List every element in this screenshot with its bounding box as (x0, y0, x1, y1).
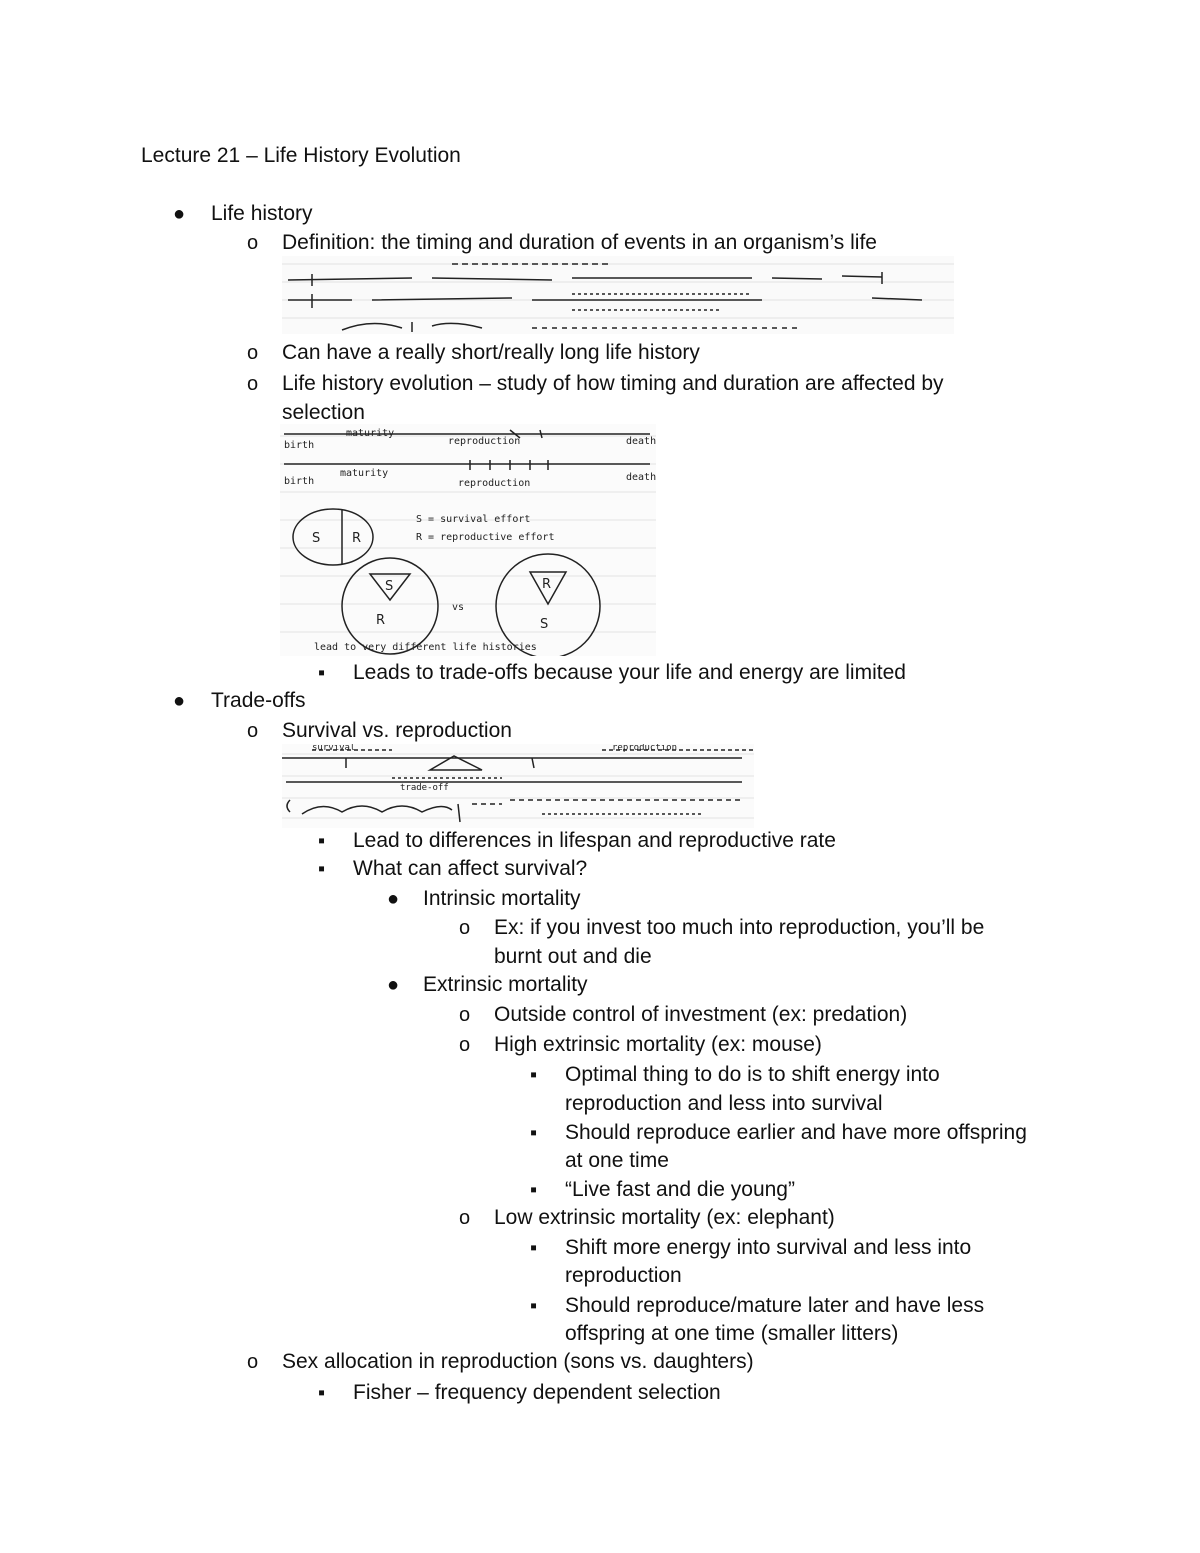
sketch-label-birth-2: birth (284, 476, 315, 487)
low-extrinsic-line: Low extrinsic mortality (ex: elephant) (494, 1206, 835, 1229)
sketch-label-maturity: maturity (346, 428, 395, 439)
high-extrinsic-line: High extrinsic mortality (ex: mouse) (494, 1033, 822, 1056)
sketch-label-reproduction: reproduction (448, 436, 521, 447)
sketch-caption: lead to very different life histories (314, 642, 537, 653)
sketch-label-birth: birth (284, 440, 315, 451)
bullet-circle-icon: o (459, 1034, 471, 1056)
reproduce-later-line-cont: offspring at one time (smaller litters) (565, 1322, 899, 1345)
sketch-label-reproduction-2: reproduction (458, 478, 531, 489)
bullet-dot-icon: ● (387, 888, 400, 910)
bullet-circle-icon: o (247, 720, 259, 742)
sketch-pie-b-r: R (542, 577, 552, 592)
optimal-line: Optimal thing to do is to shift energy into (565, 1063, 940, 1086)
trade-offs-lead-line: Leads to trade-offs because your life and energy are limited (353, 661, 906, 684)
outside-control-line: Outside control of investment (ex: predation) (494, 1003, 908, 1026)
bullet-square-icon: ▪ (530, 1122, 538, 1144)
tradeoff-label-reproduction: reproduction (612, 744, 678, 753)
sketch-label-death-2: death (626, 472, 656, 483)
bullet-circle-icon: o (459, 1004, 471, 1026)
tradeoff-sketch (282, 744, 754, 828)
sketch-label-death: death (626, 436, 656, 447)
reproduce-earlier-line-cont: at one time (565, 1149, 669, 1172)
shift-survival-line-cont: reproduction (565, 1264, 682, 1287)
tradeoff-label-mid: trade-off (400, 783, 449, 793)
bullet-circle-icon: o (247, 342, 259, 364)
sketch-legend-reproductive: R = reproductive effort (416, 532, 555, 543)
intrinsic-mortality: Intrinsic mortality (423, 887, 581, 910)
bullet-square-icon: ▪ (318, 1382, 326, 1404)
extrinsic-mortality: Extrinsic mortality (423, 973, 588, 996)
live-fast-line: “Live fast and die young” (565, 1178, 795, 1201)
bullet-square-icon: ▪ (318, 662, 326, 684)
intrinsic-example-cont: burnt out and die (494, 945, 652, 968)
bullet-circle-icon: o (247, 232, 259, 254)
sketch-vs: vs (452, 602, 465, 613)
lifespan-line: Lead to differences in lifespan and reproductive rate (353, 829, 836, 852)
bullet-circle-icon: o (459, 917, 471, 939)
bullet-square-icon: ▪ (318, 858, 326, 880)
heading-trade-offs: Trade-offs (211, 689, 306, 712)
bullet-square-icon: ▪ (318, 830, 326, 852)
bullet-square-icon: ▪ (530, 1179, 538, 1201)
tradeoff-label-survival: survival (312, 744, 356, 753)
reproduce-later-line: Should reproduce/mature later and have less (565, 1294, 985, 1317)
bullet-circle-icon: o (247, 1351, 259, 1373)
bullet-square-icon: ▪ (530, 1237, 538, 1259)
bullet-dot-icon: ● (387, 974, 400, 996)
timeline-sketch (282, 256, 954, 334)
shift-survival-line: Shift more energy into survival and less into (565, 1236, 972, 1259)
life-history-evolution-line: Life history evolution – study of how timing and duration are affected by (282, 372, 944, 395)
sketch-pie-b-s: S (540, 617, 549, 632)
fisher-line: Fisher – frequency dependent selection (353, 1381, 721, 1404)
sketch-circle-s: S (312, 531, 321, 546)
bullet-dot-icon: ● (173, 203, 186, 225)
short-long-line: Can have a really short/really long life history (282, 341, 700, 364)
sketch-label-maturity-2: maturity (340, 468, 389, 479)
sketch-pie-a-r: R (376, 613, 386, 628)
bullet-square-icon: ▪ (530, 1295, 538, 1317)
life-history-sketch (280, 424, 656, 656)
sketch-legend-survival: S = survival effort (416, 514, 531, 525)
bullet-dot-icon: ● (173, 690, 186, 712)
heading-life-history: Life history (211, 202, 313, 225)
affect-survival-line: What can affect survival? (353, 857, 588, 880)
page-title: Lecture 21 – Life History Evolution (141, 144, 461, 167)
sketch-circle-r: R (352, 531, 362, 546)
bullet-circle-icon: o (247, 373, 259, 395)
optimal-line-cont: reproduction and less into survival (565, 1092, 883, 1115)
bullet-square-icon: ▪ (530, 1064, 538, 1086)
definition-line: Definition: the timing and duration of events in an organism’s life (282, 231, 877, 254)
intrinsic-example: Ex: if you invest too much into reproduction, you’ll be (494, 916, 985, 939)
survival-vs-reproduction: Survival vs. reproduction (282, 719, 512, 742)
life-history-evolution-line-cont: selection (282, 401, 365, 424)
bullet-circle-icon: o (459, 1207, 471, 1229)
reproduce-earlier-line: Should reproduce earlier and have more offspring (565, 1121, 1027, 1144)
sex-allocation-line: Sex allocation in reproduction (sons vs. daughters) (282, 1350, 754, 1373)
sketch-pie-a-s: S (385, 579, 394, 594)
